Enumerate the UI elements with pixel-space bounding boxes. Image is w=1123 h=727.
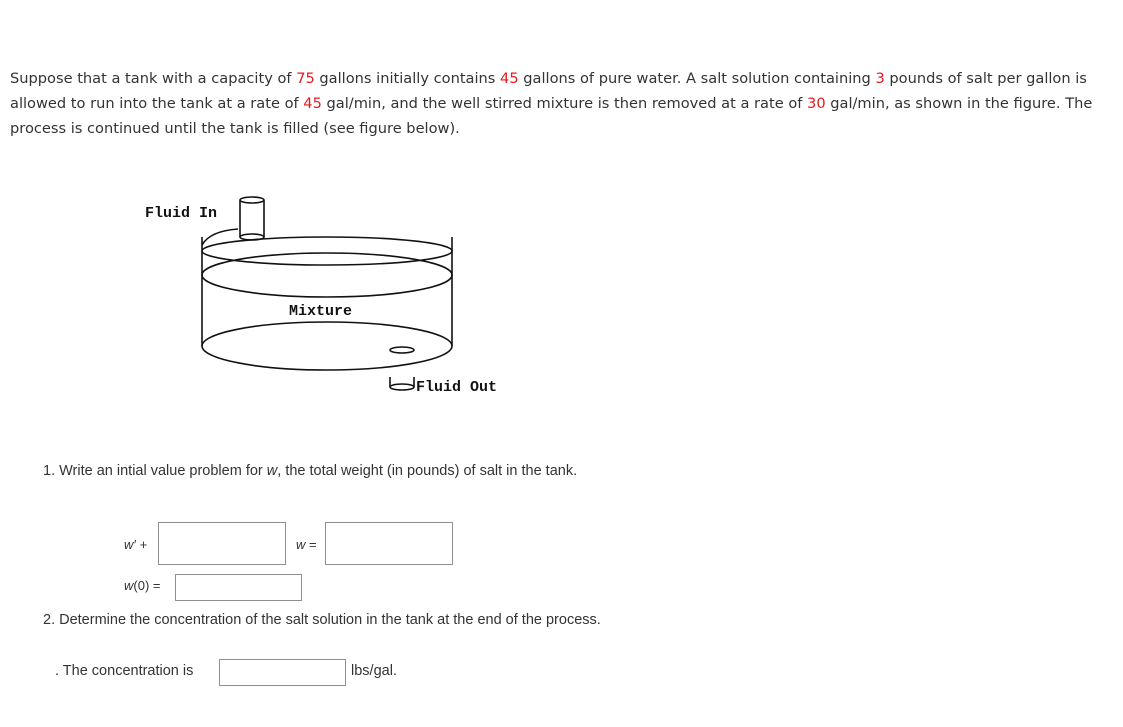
initial-condition-input[interactable] <box>175 574 302 601</box>
coefficient-input[interactable] <box>158 522 286 565</box>
problem-text: gal/min, and the well stirred mixture is then removed at a rate of <box>321 95 808 112</box>
given-value: 75 <box>296 70 315 87</box>
question-2-text: 2. Determine the concentration of the salt solution in the tank at the end of the process. <box>43 612 601 628</box>
problem-text: gallons of pure water. A salt solution containing <box>518 70 876 87</box>
concentration-prefix: . The concentration is <box>55 663 194 679</box>
given-value: 30 <box>807 95 826 112</box>
w0-label: w(0) = <box>124 578 161 593</box>
problem-text: Suppose that a tank with a capacity of <box>10 70 297 87</box>
given-value: 45 <box>500 70 519 87</box>
given-value: 3 <box>875 70 885 87</box>
w-equals-label: w = <box>296 537 317 552</box>
concentration-input[interactable] <box>219 659 346 686</box>
concentration-unit: lbs/gal. <box>351 663 397 679</box>
fluid-in-label: Fluid In <box>145 205 218 222</box>
problem-text: pounds of salt per gallon is allowed to run into the tank at a rate of <box>10 70 1087 112</box>
problem-statement <box>10 66 1115 141</box>
question-1-text: 1. Write an intial value problem for w, the total weight (in pounds) of salt in the tank. <box>43 463 578 479</box>
problem-text: gallons initially contains <box>314 70 501 87</box>
tank-figure <box>130 185 530 405</box>
mixture-label: Mixture <box>289 303 353 320</box>
given-value: 45 <box>303 95 322 112</box>
w-prime-label: w′ + <box>124 537 148 552</box>
problem-text: gal/min, as shown in the figure. The process is continued until the tank is filled (see figure below). <box>10 95 1093 137</box>
rhs-input[interactable] <box>325 522 453 565</box>
fluid-out-label: Fluid Out <box>416 379 498 396</box>
